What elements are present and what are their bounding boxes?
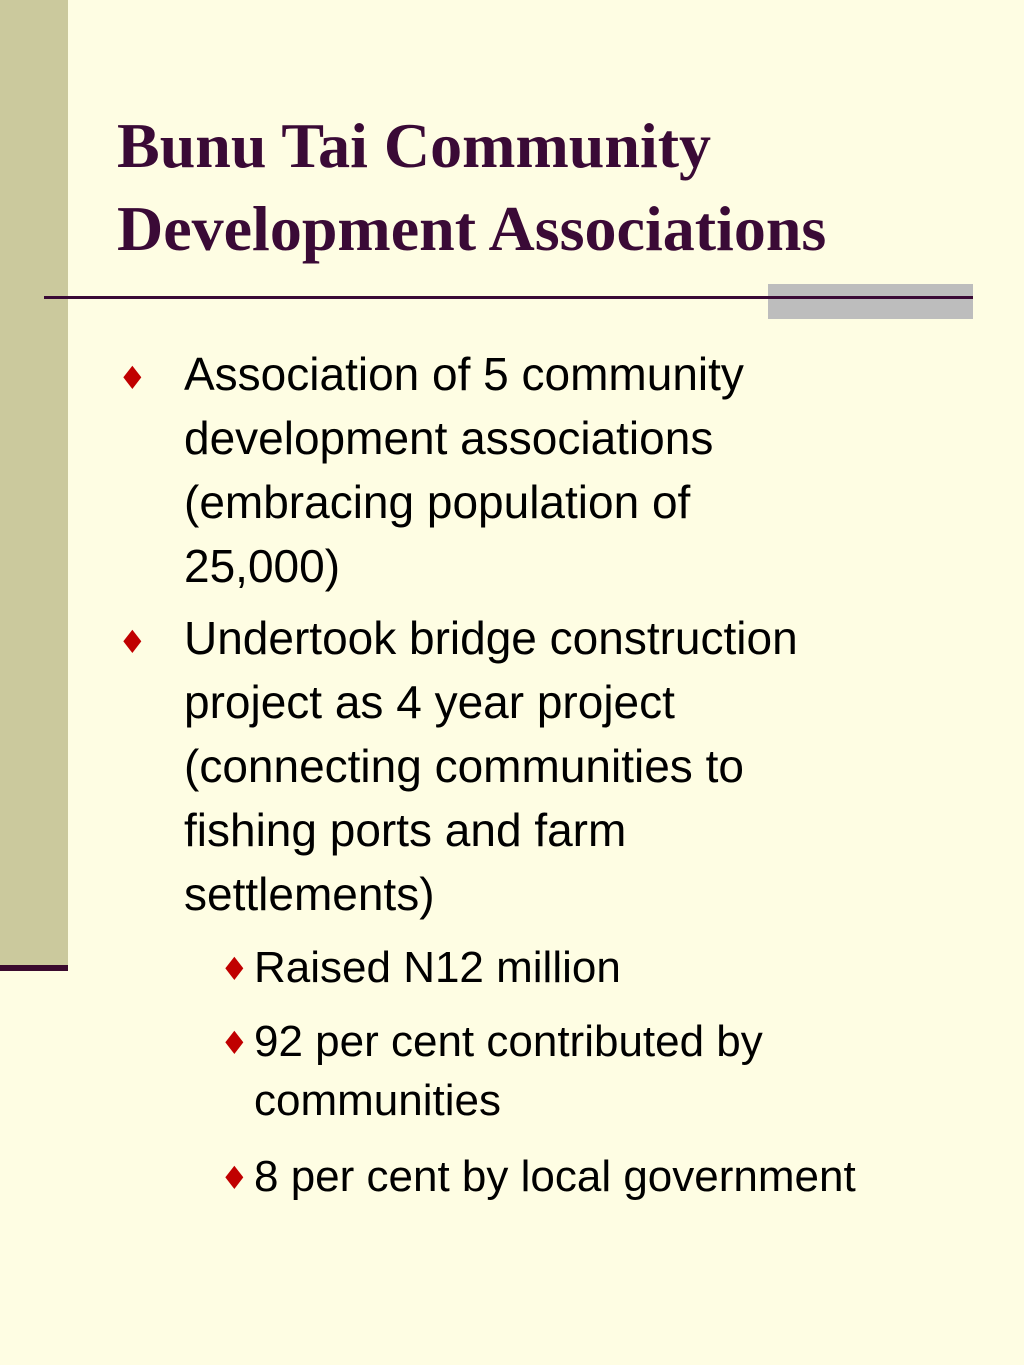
bullet-text-line: (embracing population of — [184, 476, 691, 528]
diamond-bullet-icon: ♦ — [220, 950, 249, 988]
bullet-text-line: Undertook bridge construction — [184, 612, 798, 664]
bullet-text-line: (connecting communities to — [184, 740, 744, 792]
diamond-bullet-icon: ♦ — [118, 623, 147, 661]
bullet-text-line: fishing ports and farm — [184, 804, 627, 856]
bullet-text-line: project as 4 year project — [184, 676, 675, 728]
title-rule-accent-block — [768, 284, 973, 319]
bullet-text-line: 25,000) — [184, 540, 341, 592]
bullet-text-line: development associations — [184, 412, 714, 464]
slide-title — [117, 104, 997, 270]
diamond-bullet-icon: ♦ — [220, 1024, 249, 1062]
sub-bullet-item — [220, 938, 621, 997]
sub-bullet-text-line: communities — [254, 1076, 501, 1125]
bullet-text-line: Association of 5 community — [184, 348, 744, 400]
side-decoration-rule — [0, 965, 68, 971]
side-decoration-bar — [0, 0, 68, 968]
sub-bullet-text-line: Raised N12 million — [254, 943, 621, 992]
sub-bullet-text-line: 8 per cent by local government — [254, 1152, 856, 1201]
sub-bullet-text-line: 92 per cent contributed by — [254, 1017, 763, 1066]
title-divider-overlay — [768, 296, 973, 299]
slide-title-line-1: Bunu Tai Community — [117, 110, 712, 181]
diamond-bullet-icon: ♦ — [118, 359, 147, 397]
sub-bullet-item — [220, 1147, 856, 1206]
bullet-item — [118, 606, 798, 926]
bullet-text-line: settlements) — [184, 868, 435, 920]
bullet-item — [118, 342, 744, 598]
slide-title-line-2: Development Associations — [117, 193, 827, 264]
diamond-bullet-icon: ♦ — [220, 1159, 249, 1197]
sub-bullet-item — [220, 1012, 763, 1130]
